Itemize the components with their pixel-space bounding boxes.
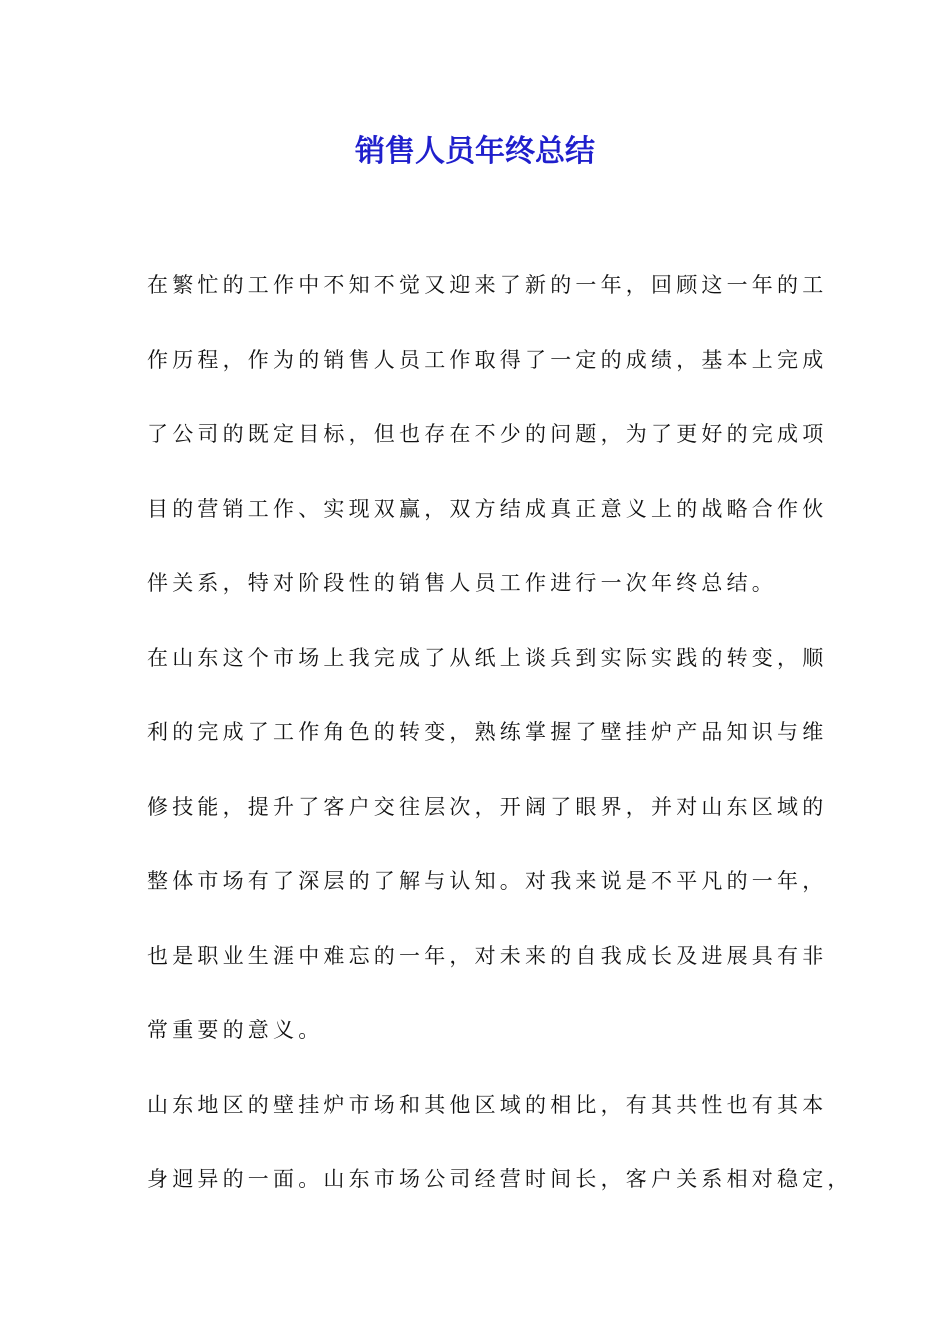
text-line: 在山东这个市场上我完成了从纸上谈兵到实际实践的转变，顺 — [147, 645, 828, 670]
text-line: 修技能，提升了客户交往层次，开阔了眼界，并对山东区域的 — [147, 794, 828, 819]
document-title: 销售人员年终总结 — [355, 134, 595, 169]
text-line: 伴关系，特对阶段性的销售人员工作进行一次年终总结。 — [147, 571, 777, 595]
text-line: 也是职业生涯中难忘的一年，对未来的自我成长及进展具有非 — [147, 943, 828, 968]
text-line: 利的完成了工作角色的转变，熟练掌握了壁挂炉产品知识与维 — [147, 720, 828, 744]
text-line: 整体市场有了深层的了解与认知。对我来说是不平凡的一年， — [147, 869, 828, 893]
text-line: 在繁忙的工作中不知不觉又迎来了新的一年，回顾这一年的工 — [147, 273, 828, 297]
text-line: 了公司的既定目标，但也存在不少的问题，为了更好的完成项 — [147, 422, 828, 446]
document-body — [147, 260, 853, 1229]
text-line: 山东地区的壁挂炉市场和其他区域的相比，有其共性也有其本 — [147, 1092, 828, 1117]
text-line: 身迥异的一面。山东市场公司经营时间长，客户关系相对稳定， — [147, 1167, 853, 1191]
text-line: 常重要的意义。 — [147, 1018, 324, 1042]
text-line: 目的营销工作、实现双赢，双方结成真正意义上的战略合作伙 — [147, 496, 828, 521]
text-line: 作历程，作为的销售人员工作取得了一定的成绩，基本上完成 — [147, 347, 828, 372]
